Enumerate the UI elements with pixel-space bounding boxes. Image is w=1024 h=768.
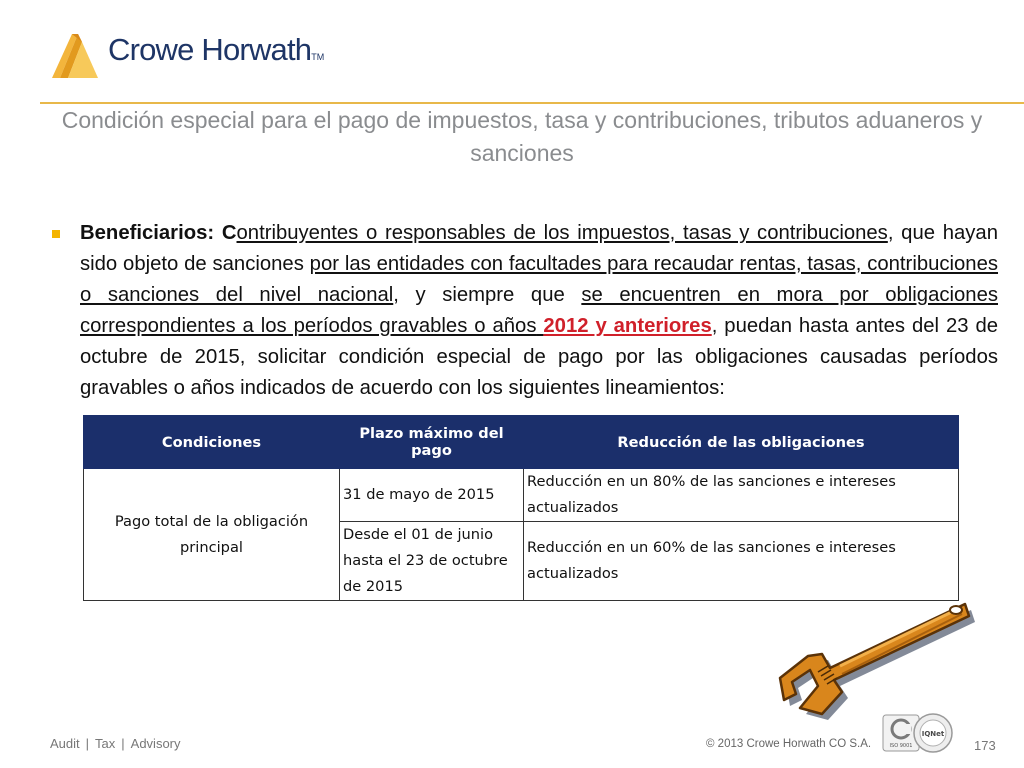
beneficiaries-paragraph (80, 218, 998, 404)
paragraph-text-4: , y siempre que (393, 284, 582, 306)
header-plazo: Plazo máximo del pago (340, 416, 524, 469)
crowe-peak-icon (48, 28, 104, 84)
beneficiaries-label: Beneficiarios: (80, 222, 215, 244)
footer-advisory: Advisory (130, 736, 181, 751)
slide-title: Condición especial para el pago de impuestos, tasa y contribuciones, tributos aduaneros y sanciones (61, 107, 983, 166)
footer-separator: | (85, 736, 90, 751)
copyright-text: © 2013 Crowe Horwath CO S.A. (706, 738, 872, 750)
bullet-icon (52, 230, 60, 238)
svg-text:ISO 9001: ISO 9001 (889, 743, 913, 749)
footer-separator: | (121, 736, 125, 751)
brand-trademark: TM (311, 52, 325, 62)
paragraph-text-2: , que hayan sido objeto de sanciones (80, 222, 998, 275)
reduccion-cell: Reducción en un 60% de las sanciones e intereses actualizados (524, 522, 959, 601)
paragraph-underlined-3: por las entidades con facultades para recaudar rentas, tasas, contribuciones o sanciones del nivel nacional (80, 253, 999, 306)
paragraph-text-8: , puedan hasta antes del 23 de octubre de 2015, solicitar condición especial de pago por las obligaciones causadas períodos gravables o años indicados de acuerdo con los siguientes lineamientos: (80, 315, 999, 399)
plazo-cell: Desde el 01 de junio hasta el 23 de octubre de 2015 (340, 522, 524, 601)
conditions-table (83, 415, 959, 601)
reduccion-cell: Reducción en un 80% de las sanciones e intereses actualizados (524, 469, 959, 522)
header-reduccion: Reducción de las obligaciones (524, 416, 959, 469)
footer-tax: Tax (95, 736, 116, 751)
footer-services (50, 736, 181, 751)
paragraph-underlined-1: ontribuyentes o responsables de los impuestos, tasas y contribuciones (236, 222, 888, 244)
wrench-icon (770, 596, 985, 726)
footer-audit: Audit (50, 736, 80, 751)
page-number: 173 (974, 738, 996, 753)
paragraph-first-letter: C (221, 222, 237, 244)
iqnet-certification-badge (912, 712, 954, 754)
plazo-cell: 31 de mayo de 2015 (340, 469, 524, 522)
condition-cell: Pago total de la obligación principal (84, 469, 340, 601)
years-highlight: 2012 y anteriores (543, 315, 712, 337)
company-logo (48, 28, 338, 84)
svg-text:IQNet: IQNet (921, 730, 945, 738)
brand-name-text: Crowe Horwath (108, 32, 312, 67)
table-row (84, 469, 959, 522)
table-header-row (84, 416, 959, 469)
paragraph-underlined-5: se encuentren en mora por obligaciones correspondientes a los períodos gravables o años (80, 284, 998, 337)
brand-name (108, 32, 324, 68)
header-condiciones: Condiciones (84, 416, 340, 469)
